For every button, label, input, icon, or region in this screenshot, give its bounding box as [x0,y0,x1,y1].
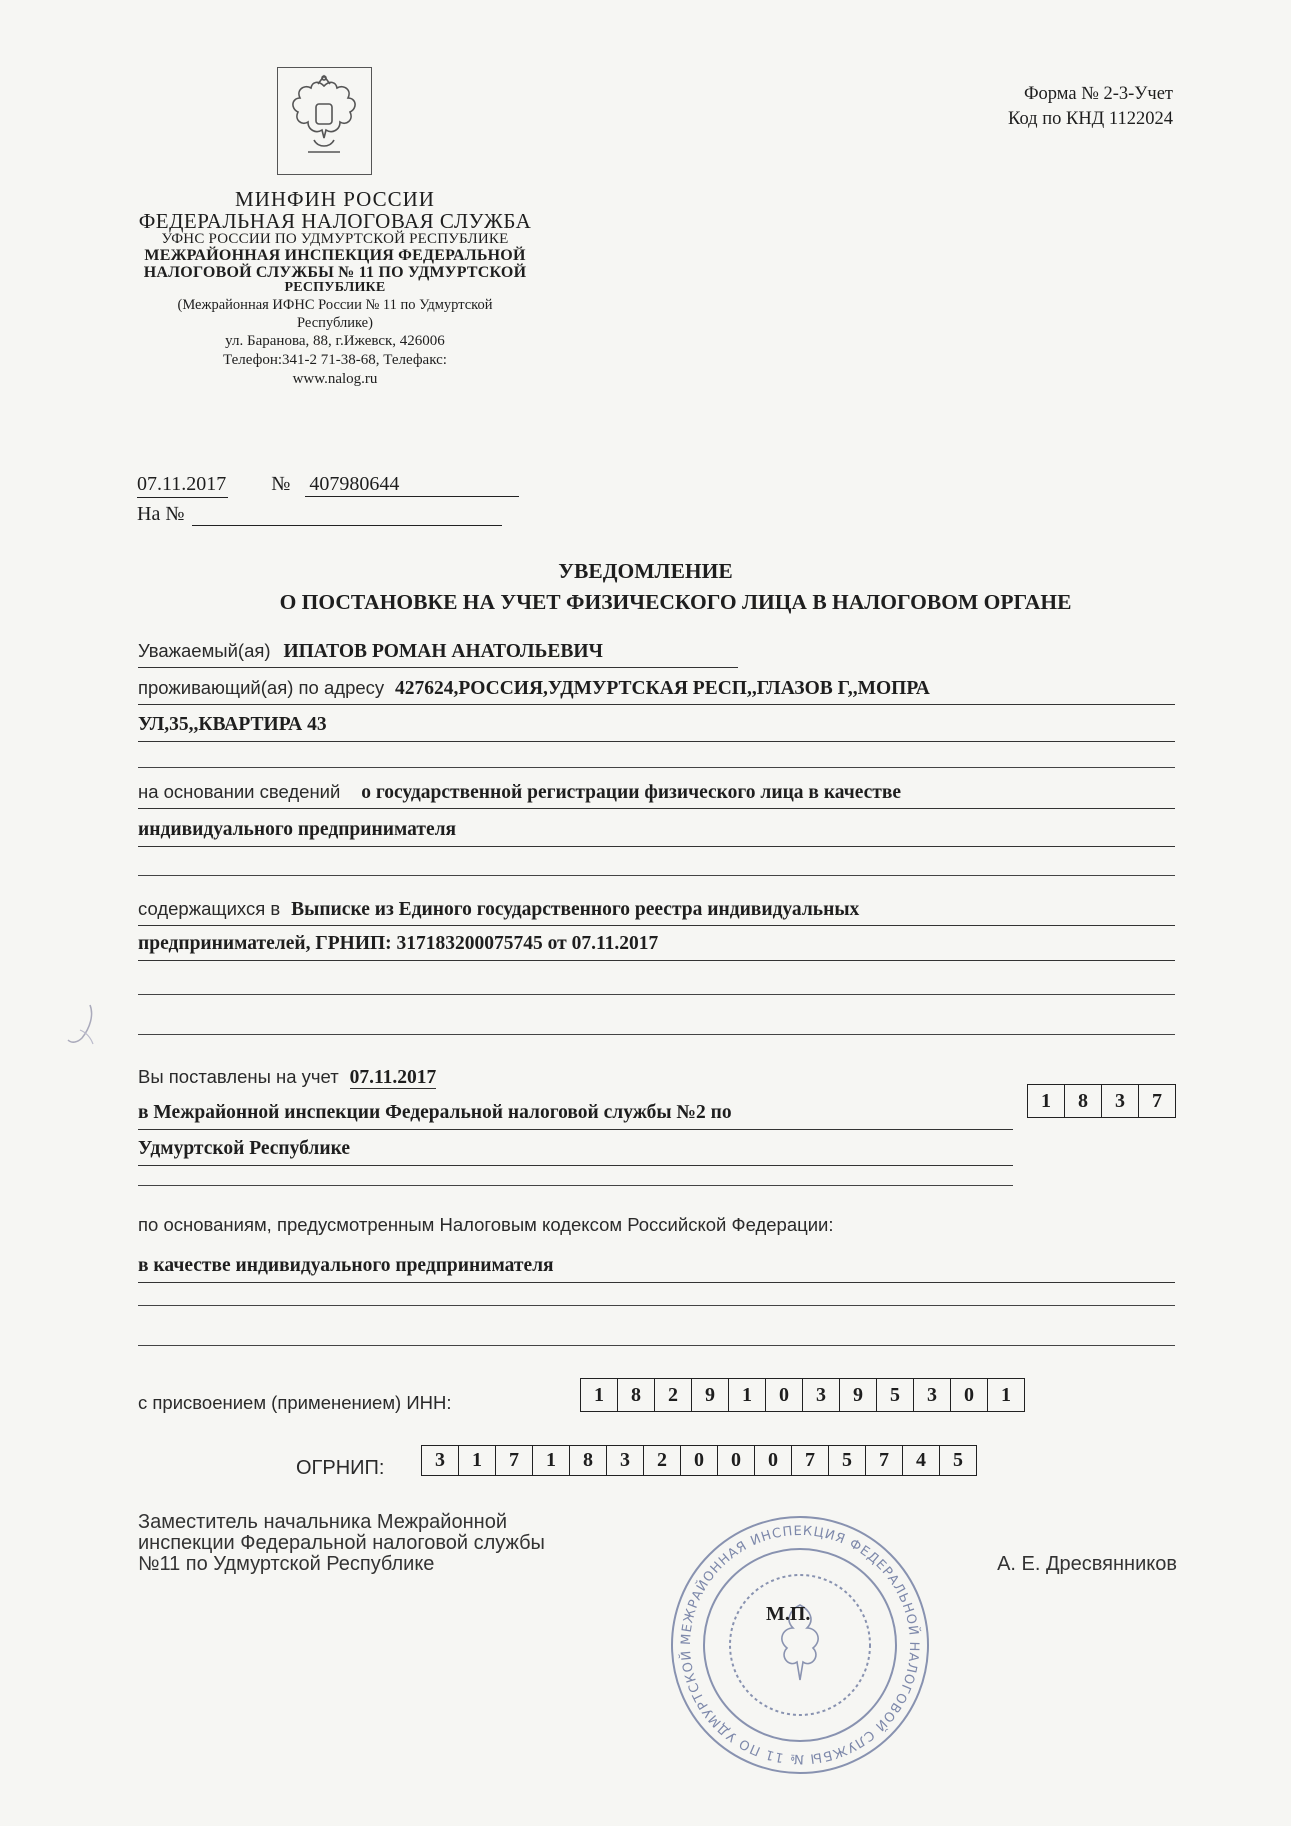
digit-box: 7 [866,1446,903,1475]
blank-line [138,1185,1013,1186]
ogrnip-label: ОГРНИП: [296,1457,385,1479]
digit-box: 1 [459,1446,496,1475]
document-title [0,556,1291,618]
stamp-ring-text: МЕЖРАЙОННАЯ ИНСПЕКЦИЯ ФЕДЕРАЛЬНОЙ НАЛОГОВОЙ СЛУЖБЫ № 11 ПО УДМУРТСКОЙ [678,1523,922,1767]
digit-box: 7 [792,1446,829,1475]
authority-line: Республике) [297,315,373,332]
blank-line [138,1305,1175,1306]
digit-box: 7 [1152,1089,1162,1112]
digit-box: 0 [766,1379,803,1411]
addressee-label: Уважаемый(ая) [138,640,271,661]
signatory-position-line: Заместитель начальника Межрайонной [138,1511,507,1533]
addressee-row [138,640,738,668]
number-sign: № [271,473,291,495]
tax-authority-line-2: Удмуртской Республике [138,1138,351,1159]
digit-box: 5 [953,1449,963,1471]
document-date: 07.11.2017 [137,473,228,498]
grounds-value-row [138,1255,1175,1283]
form-number: Форма № 2-3-Учет [1023,84,1173,104]
digit-box: 3 [422,1446,459,1475]
blank-line [138,875,1175,876]
basis-line-2: индивидуального предпринимателя [138,819,457,840]
address-line-1: 427624,РОССИЯ,УДМУРТСКАЯ РЕСП,,ГЛАЗОВ Г,,МОПРА [395,678,930,699]
inn-digit-boxes [580,1378,1025,1412]
authority-line: ФЕДЕРАЛЬНАЯ НАЛОГОВАЯ СЛУЖБА [138,209,532,234]
signatory-position-line: №11 по Удмуртской Республике [138,1553,435,1575]
address-row-1 [138,677,1175,705]
address-label: проживающий(ая) по адресу [138,677,385,698]
digit-box: 1 [533,1446,570,1475]
authority-website: www.nalog.ru [292,370,378,387]
signatory-position [138,1512,545,1575]
source-line-2: предпринимателей, ГРНИП: 317183200075745 от 07.11.2017 [138,933,659,954]
inn-label: с присвоением (применением) ИНН: [138,1392,452,1413]
basis-label: на основании сведений [138,781,341,802]
authority-line: УФНС РОССИИ ПО УДМУРТСКОЙ РЕСПУБЛИКЕ [161,231,509,248]
authority-line: НАЛОГОВОЙ СЛУЖБЫ № 11 ПО УДМУРТСКОЙ [143,263,527,281]
digit-box: 1 [581,1379,618,1411]
registered-row [138,1066,1175,1089]
digit-box: 2 [644,1446,681,1475]
digit-box: 2 [655,1379,692,1411]
issuing-authority-block [100,188,570,389]
basis-row-2 [138,819,1175,847]
signatory-position-line: инспекции Федеральной налоговой службы [138,1532,545,1554]
digit-box: 9 [692,1379,729,1411]
blank-line [138,767,1175,768]
source-row-1 [138,898,1175,926]
grounds-value: в качестве индивидуального предпринимателя [138,1255,554,1276]
digit-box: 8 [1065,1085,1102,1117]
knd-code: Код по КНД 1122024 [1008,108,1173,129]
basis-row-1 [138,781,1175,809]
addressee-name: ИПАТОВ РОМАН АНАТОЛЬЕВИЧ [283,641,603,662]
digit-box: 3 [914,1379,951,1411]
digit-box: 3 [1102,1085,1139,1117]
document-number: 407980644 [305,473,519,497]
authority-line: МИНФИН РОССИИ [235,187,435,211]
grounds-row [138,1214,1175,1237]
digit-box: 4 [903,1446,940,1475]
registered-label: Вы поставлены на учет [138,1066,339,1087]
digit-box: 0 [718,1446,755,1475]
blank-line [138,994,1175,995]
digit-box: 1 [1001,1383,1011,1406]
digit-box: 1 [729,1379,766,1411]
source-line-1: Выписке из Единого государственного реестра индивидуальных [291,899,860,920]
authority-row-1 [138,1102,1013,1130]
signatory-name: А. Е. Дресвянников [997,1553,1177,1575]
digit-box: 8 [570,1446,607,1475]
authority-line: МЕЖРАЙОННАЯ ИНСПЕКЦИЯ ФЕДЕРАЛЬНОЙ [144,246,526,264]
digit-box: 3 [607,1446,644,1475]
digit-box: 0 [681,1446,718,1475]
scan-mark-icon [60,1000,110,1050]
source-label: содержащихся в [138,898,281,919]
registered-date: 07.11.2017 [349,1067,437,1088]
stamp-place-label: М.П. [766,1603,811,1625]
digit-box: 1 [1028,1085,1065,1117]
grounds-label: по основаниям, предусмотренным Налоговым кодексом Российской Федерации: [138,1214,834,1235]
basis-line-1: о государственной регистрации физического лица в качестве [361,782,902,803]
address-row-2 [138,714,1175,742]
authority-row-2 [138,1138,1013,1166]
digit-box: 7 [496,1446,533,1475]
digit-box: 9 [840,1379,877,1411]
reply-to-reference [137,503,502,526]
source-row-2 [138,933,1175,961]
authority-phone: Телефон:341-2 71-38-68, Телефакс: [223,352,447,369]
authority-line: РЕСПУБЛИКЕ [284,280,386,296]
digit-box: 3 [803,1379,840,1411]
blank-line [138,1034,1175,1035]
title-line-2: О ПОСТАНОВКЕ НА УЧЕТ ФИЗИЧЕСКОГО ЛИЦА В НАЛОГОВОМ ОРГАНЕ [279,590,1072,615]
form-code-block [1008,82,1173,132]
inn-row [138,1392,558,1415]
authority-line: (Межрайонная ИФНС России № 11 по Удмуртской [177,297,493,314]
authority-address: ул. Баранова, 88, г.Ижевск, 426006 [225,333,445,350]
digit-box: 0 [755,1446,792,1475]
reply-to-blank [192,507,502,526]
ogrnip-row [296,1457,416,1480]
reply-to-label: На № [137,503,185,525]
title-line-1: УВЕДОМЛЕНИЕ [558,559,733,583]
document-reference [137,473,519,498]
digit-box: 8 [618,1379,655,1411]
official-stamp [665,1510,935,1780]
tax-authority-line-1: в Межрайонной инспекции Федеральной налоговой службы №2 по [138,1102,732,1123]
blank-line [138,1345,1175,1346]
ogrnip-digit-boxes [421,1445,977,1476]
coat-of-arms-icon [277,67,372,175]
address-line-2: УЛ,35,,КВАРТИРА 43 [138,714,327,735]
tax-authority-code-boxes [1027,1084,1176,1118]
digit-box: 5 [829,1446,866,1475]
digit-box: 5 [877,1379,914,1411]
digit-box: 0 [951,1379,988,1411]
